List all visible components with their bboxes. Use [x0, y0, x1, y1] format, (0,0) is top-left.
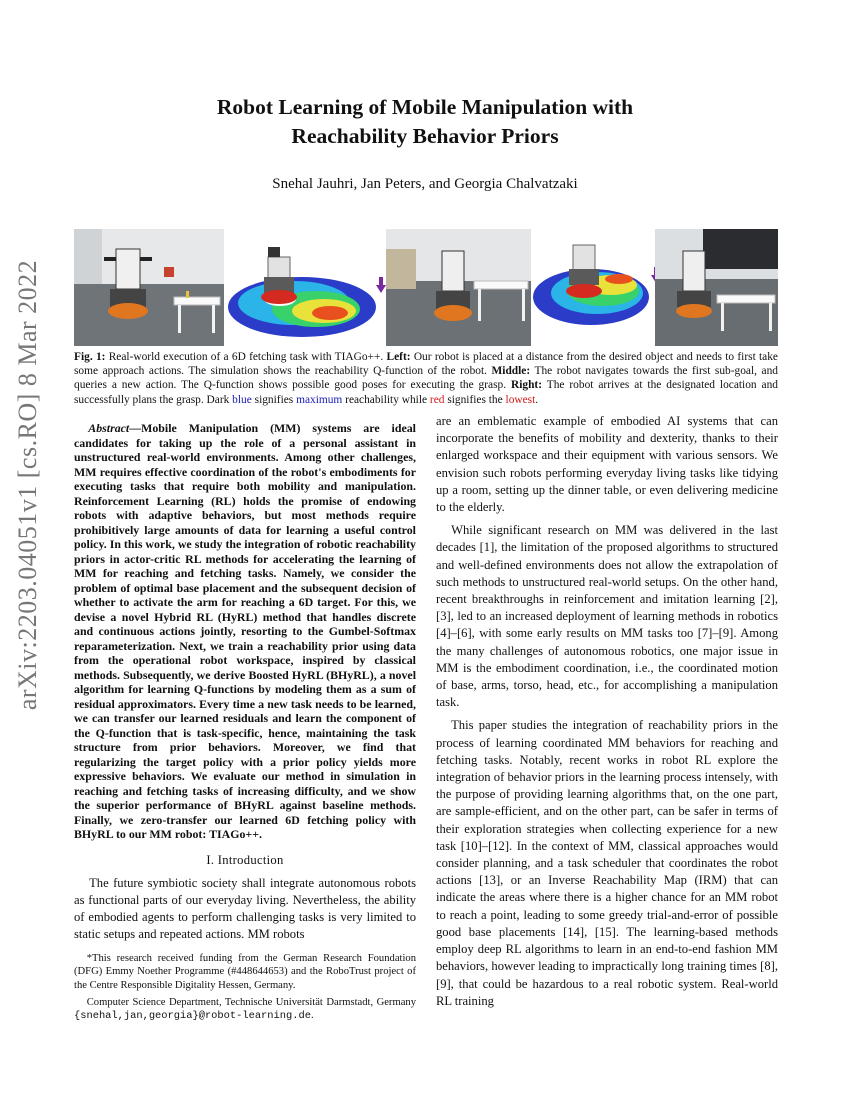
caption-lowest-word: lowest	[505, 393, 536, 406]
figure-caption	[74, 350, 778, 407]
caption-mid-text-3: signifies the	[444, 393, 506, 406]
author-list: Snehal Jauhri, Jan Peters, and Georgia Chalvatzaki	[272, 176, 578, 192]
figure-panel-real-middle	[386, 229, 531, 346]
footnote	[74, 952, 416, 1023]
caption-intro: Real-world execution of a 6D fetching task with TIAGo++.	[105, 351, 387, 363]
right-column	[436, 413, 778, 1010]
left-column	[74, 421, 416, 944]
caption-middle-text: The robot navigates towards the first sub-goal, and queries a new action. The Q-function shows possible good poses for executing the grasp.	[74, 365, 778, 392]
caption-mid-text-2: reachability while	[342, 393, 430, 406]
section-heading: I. Introduction	[206, 852, 284, 867]
intro-paragraph-1-cont: are an emblematic example of embodied AI systems that can incorporate the benefits of mobility and dexterity, thanks to their enlarged workspace and their equipment with various sensors. We envision such robots performing everyday living tasks like tidying up a room, setting up the dinner table, or even delivering medicine to the elderly.	[436, 414, 778, 515]
figure-arrow-1	[376, 229, 386, 346]
figure-panel-sim-middle	[531, 229, 651, 346]
footnote-end: .	[310, 1010, 314, 1022]
caption-middle-label: Middle:	[491, 365, 531, 378]
title-line-1: Robot Learning of Mobile Manipulation with	[216, 95, 634, 119]
caption-label: Fig. 1:	[74, 351, 106, 363]
caption-end: .	[535, 393, 539, 406]
footnote-affiliation-text: Computer Science Department, Technische Universität Darmstadt, Germany	[86, 996, 416, 1008]
intro-paragraph-3: This paper studies the integration of reachability priors in the process of learning coordinated MM behaviors for reaching and fetching tasks. Notably, recent works in robot RL explore the integration of behavior priors in the learning process intensely, with the purpose of providing learning algorithms that, on the one part, are sample-efficient, and on the other part, can be safer in terms of their exploration strategies when collecting experience for a new task [10]–[12]. In the context of MM, classical approaches would consider planning, and a task scheduler that coordinates the robot actions [13], or an Inverse Reachability Map (IRM) that can indicate the areas where there is a higher chance for an MM robot to reach a point, leading to some greedy trial-and-error of possible good base placements [14], [15]. The learning-based methods employ deep RL algorithms to learn in an end-to-end fashion MM behaviors, however leading to impractically long training times [8], [9], that could be hazardous to a real robotic system. Real-world RL training	[436, 718, 778, 1008]
footnote-funding: *This research received funding from the German Research Foundation (DFG) Emmy Noether Programme (#448644653) and the RoboTrust project of the Centre Responsible Digitality Hessen, Germany.	[74, 953, 416, 991]
caption-left-label: Left:	[386, 351, 411, 363]
abstract-text: Mobile Manipulation (MM) systems are ideal candidates for taking up the role of a personal assistant in unstructured real-world environments. Among other challenges, MM requires effective coordination of the robot's embodiments for executing tasks that require both mobility and manipulation. Reinforcement Learning (RL) holds the promise of endowing robots with adaptive behaviors, but most methods require prohibitively large amounts of data for learning a useful control policy. In this work, we study the integration of robotic reachability priors in actor-critic RL methods for accelerating the learning of MM for reaching and fetching tasks. Namely, we consider the problem of optimal base placement and the subsequent decision of whether to activate the arm for reaching a 6D target. For this, we devise a novel Hybrid RL (HyRL) method that handles discrete and continuous actions jointly, resorting to the Gumbel-Softmax reparameterization. Next, we train a reachability prior using data from the operational robot workspace, inspired by classical methods. Subsequently, we derive Boosted HyRL (BHyRL), a novel algorithm for learning Q-functions by modeling them as a sum of residual approximators. Every time a new task needs to be learned, we can transfer our learned residuals and learn the component of the Q-function that is task-specific, hence, maintaining the task structure from prior behaviors. Moreover, we find that regularizing the target policy with a prior policy yields more expressive behaviors. We evaluate our method in simulation in reaching and fetching tasks of increasing difficulty, and we show the superior performance of BHyRL against baseline methods. Finally, we zero-transfer our learned 6D fetching policy with BHyRL to our MM robot: TIAGo++.	[74, 421, 416, 841]
abstract	[74, 421, 416, 842]
caption-red-word: red	[429, 393, 445, 406]
figure-panel-sim-start	[224, 229, 376, 346]
figure-panel-real-grasp	[655, 229, 778, 346]
caption-left-text: Our robot is placed at a distance from the desired object and needs to first take some approach actions. The simulation shows the reachability Q-function of the robot.	[74, 351, 778, 378]
abstract-dash: —	[129, 421, 142, 435]
paper-title	[0, 93, 850, 151]
intro-paragraph-2: While significant research on MM was delivered in the last decades [1], the limitation of the proposed algorithms to structured and well-defined environments does not allow the extrapolation of such methods to unstructured real-world setups. On the other hand, recent breakthroughs in reinforcement and imitation learning [2], [3], led to an increased deployment of learning methods in robotics [4]–[6], with some early results on MM tasks too [7]–[9]. Among the many challenges of autonomous robotics, one major issue in MM is the embodiment coordination, i.e., the coordinated motion of base, arms, torso, head, etc., for accomplishing a manipulation task.	[436, 523, 778, 710]
title-line-2: Reachability Behavior Priors	[291, 124, 559, 148]
arxiv-stamp	[6, 259, 50, 711]
footnote-affiliation	[74, 996, 416, 1024]
caption-blue-word: blue	[232, 393, 252, 406]
intro-paragraph-1: The future symbiotic society shall integrate autonomous robots as functional parts of our everyday living. Nevertheless, the ability of embodied agents to perform challenging tasks is very limited to static setups and repeated actions. MM robots	[74, 875, 416, 942]
caption-maximum-word: maximum	[296, 393, 343, 406]
author-emails: {snehal,jan,georgia}@robot-learning.de	[74, 1010, 311, 1023]
caption-mid-text: signifies	[251, 393, 297, 406]
arxiv-id: arXiv:2203.04051v1 [cs.RO] 8 Mar 2022	[13, 259, 42, 711]
abstract-label: Abstract	[88, 421, 130, 435]
caption-right-label: Right:	[511, 379, 543, 392]
caption-right-text: The robot arrives at the designated location and successfully plans the grasp. Dark	[74, 379, 778, 406]
figure-panel-real-start	[74, 229, 224, 346]
